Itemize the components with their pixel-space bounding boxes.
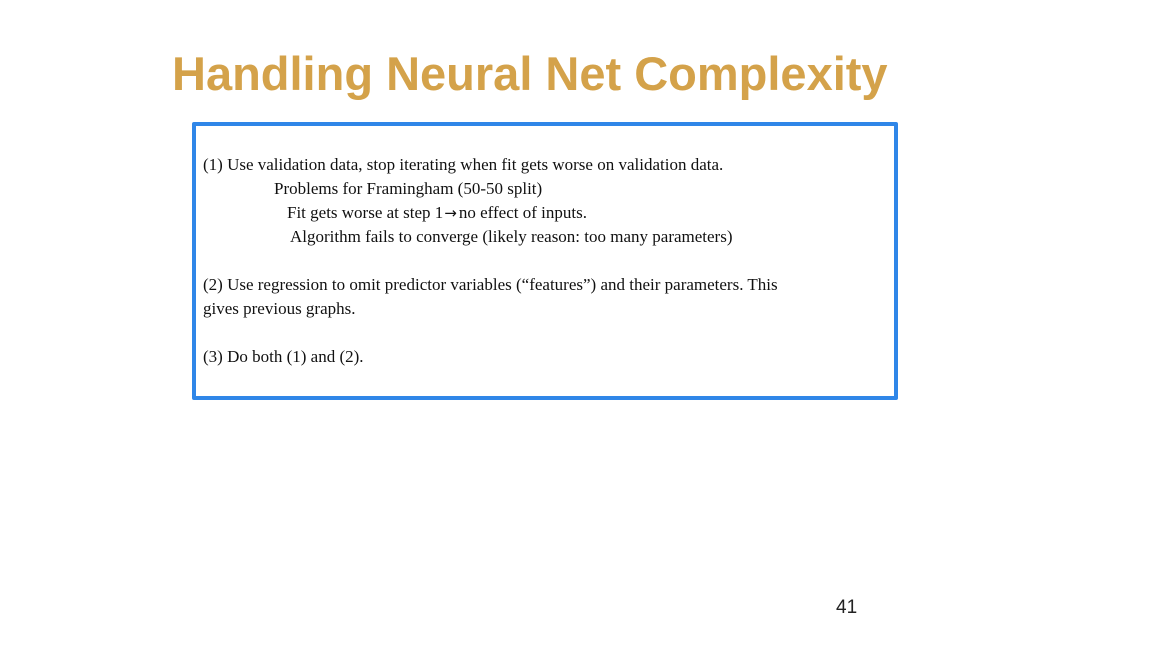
content-box bbox=[192, 122, 898, 400]
item-2-line-2: gives previous graphs. bbox=[203, 299, 356, 318]
slide-title: Handling Neural Net Complexity bbox=[172, 47, 888, 100]
arrow-right-icon: → bbox=[444, 204, 457, 222]
item-1-sub-converge: Algorithm fails to converge (likely reason: too many parameters) bbox=[290, 227, 733, 246]
page-number: 41 bbox=[836, 597, 858, 618]
item-1-text: (1) Use validation data, stop iterating when fit gets worse on validation data. bbox=[203, 155, 724, 174]
fit-worse-text: Fit gets worse at step 1 bbox=[287, 203, 444, 222]
item-2-line-1: (2) Use regression to omit predictor variables (“features”) and their parameters. This bbox=[203, 275, 778, 294]
item-1-sub-fit-worse bbox=[287, 201, 587, 225]
no-effect-text: no effect of inputs. bbox=[458, 203, 587, 222]
item-3-line-1: (3) Do both (1) and (2). bbox=[203, 347, 364, 366]
item-1-sub-problems: Problems for Framingham (50-50 split) bbox=[274, 179, 543, 198]
